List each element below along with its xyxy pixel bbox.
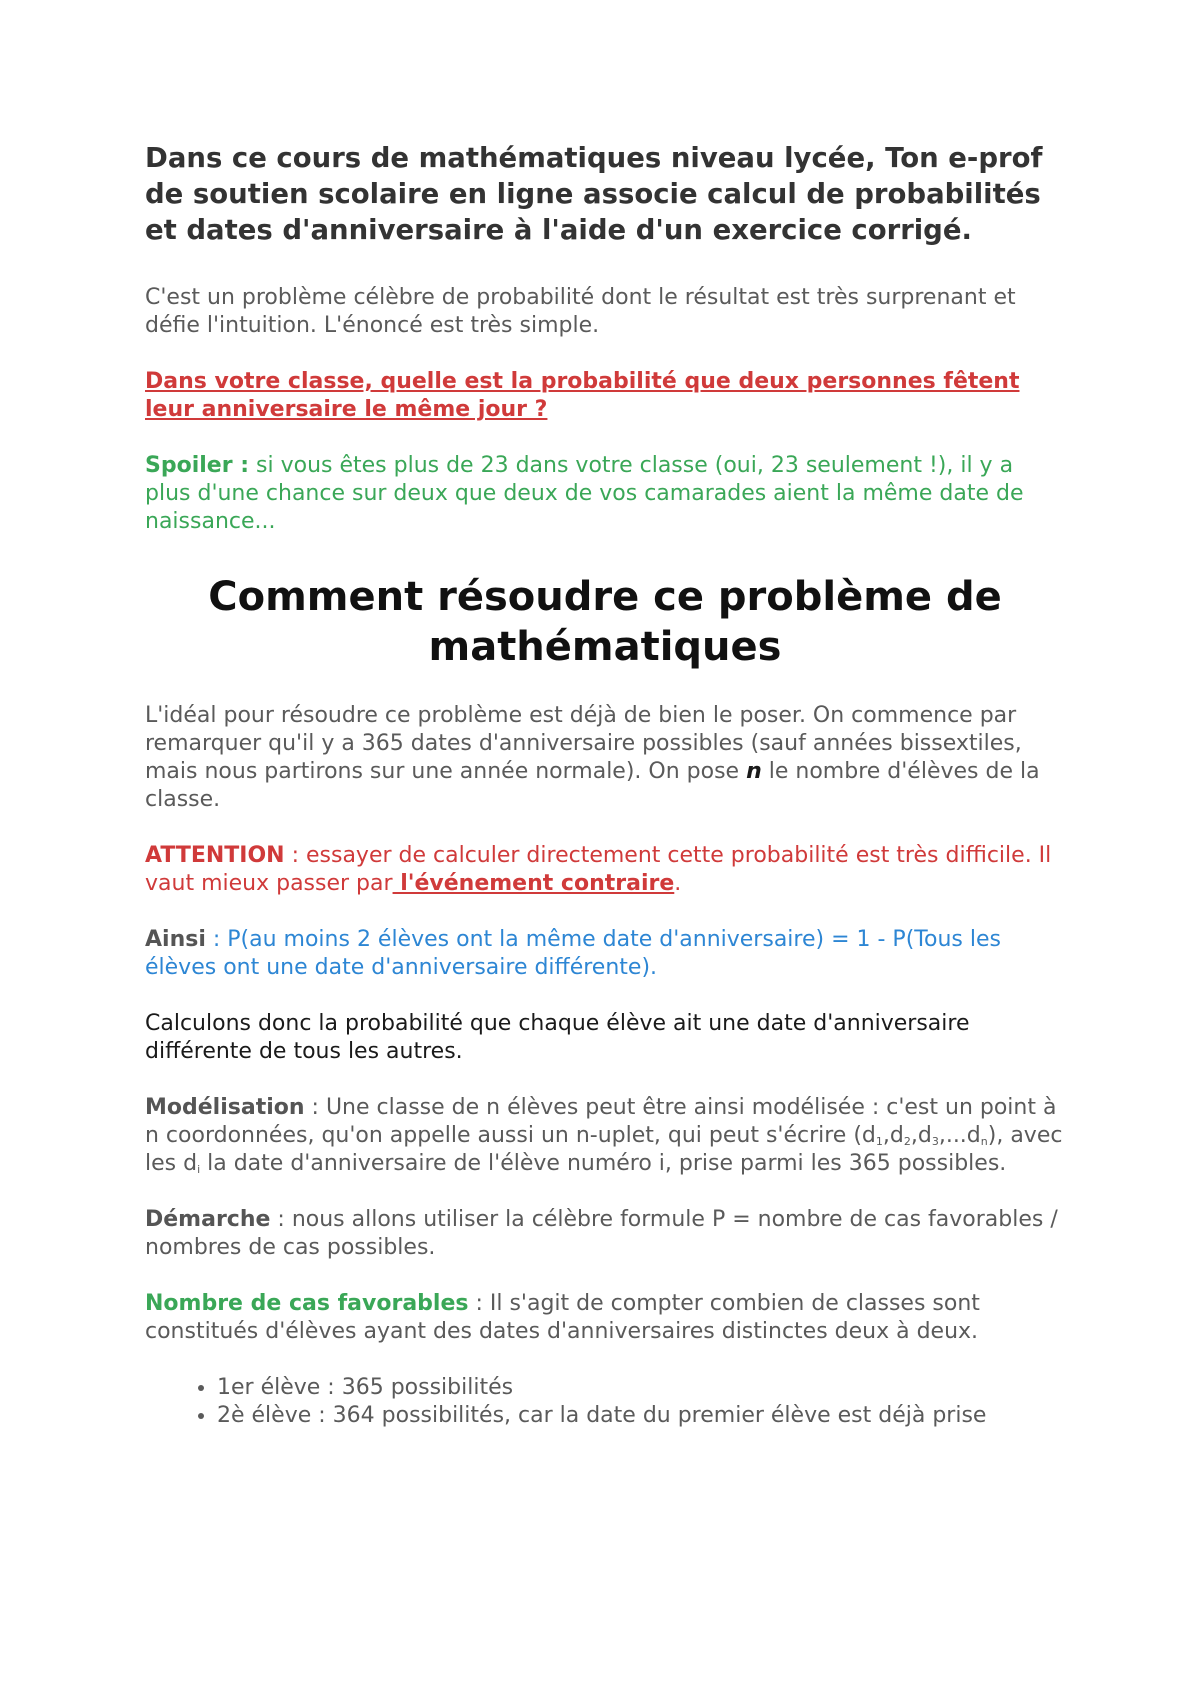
modelisation-text-3: la date d'anniversaire de l'élève numéro i, prise parmi les 365 possibles. xyxy=(200,1151,1007,1176)
modelisation-paragraph xyxy=(145,1094,1065,1178)
ainsi-paragraph xyxy=(145,926,1065,982)
subscript-i: i xyxy=(197,1163,201,1176)
section-heading: Comment résoudre ce problème de mathématiques xyxy=(208,574,1002,670)
modelisation-ellipsis: ,...d xyxy=(938,1123,981,1148)
spoiler-text: si vous êtes plus de 23 dans votre classe (oui, 23 seulement !), il y a plus d'une chance sur deux que deux de vos camarades aient la même date de naissance... xyxy=(145,453,1024,534)
list-item: • 1er élève : 365 possibilités xyxy=(217,1374,1065,1402)
possibilities-list xyxy=(145,1374,1065,1430)
modelisation-comma-2: ,d xyxy=(910,1123,932,1148)
setup-text-before: L'idéal pour résoudre ce problème est déjà de bien le poser. On commence par remarquer qu'il y a 365 dates d'anniversaire possibles (sauf années bissextiles, mais nous partirons sur une année normale). On pose xyxy=(145,703,1022,784)
subscript-3: 3 xyxy=(931,1135,939,1148)
spoiler-label: Spoiler : xyxy=(145,453,250,478)
demarche-text: : nous allons utiliser la célèbre formule P = nombre de cas favorables / nombres de cas possibles. xyxy=(145,1207,1058,1260)
setup-paragraph xyxy=(145,702,1065,814)
spoiler-paragraph xyxy=(145,452,1065,536)
modelisation-text: : Une classe de n élèves peut être ainsi modélisée : c'est un point à n coordonnées, qu'on appelle aussi un n-uplet, qui peut s'écrire (d xyxy=(145,1095,1057,1148)
subscript-1: 1 xyxy=(875,1135,883,1148)
favorables-paragraph xyxy=(145,1290,1065,1346)
attention-paragraph xyxy=(145,842,1065,898)
intro-paragraph: Dans ce cours de mathématiques niveau lycée, Ton e-prof de soutien scolaire en ligne associe calcul de probabilités et dates d'anniversaire à l'aide d'un exercice corrigé. xyxy=(145,142,1043,246)
question-paragraph xyxy=(145,368,1065,424)
attention-end: . xyxy=(674,871,682,896)
demarche-paragraph xyxy=(145,1206,1065,1262)
subscript-2: 2 xyxy=(903,1135,911,1148)
attention-label: ATTENTION xyxy=(145,843,285,868)
modelisation-label: Modélisation xyxy=(145,1095,305,1120)
setup-variable: n xyxy=(746,759,762,784)
contrary-event-link[interactable]: l'événement contraire xyxy=(392,871,675,896)
modelisation-text-2: ), avec les d xyxy=(145,1123,1063,1176)
attention-text: : essayer de calculer directement cette probabilité est très difficile. Il vaut mieux passer par xyxy=(145,843,1052,896)
ainsi-label: Ainsi xyxy=(145,927,206,952)
lead-paragraph: C'est un problème célèbre de probabilité dont le résultat est très surprenant et défie l'intuition. L'énoncé est très simple. xyxy=(145,285,1016,338)
setup-text-after: le nombre d'élèves de la classe. xyxy=(145,759,1040,812)
list-item: • 2è élève : 364 possibilités, car la date du premier élève est déjà prise xyxy=(217,1402,1065,1430)
modelisation-comma-1: ,d xyxy=(882,1123,904,1148)
question-text: Dans votre classe, quelle est la probabilité que deux personnes fêtent leur anniversaire le même jour ? xyxy=(145,369,1020,422)
subscript-n: n xyxy=(980,1135,988,1148)
ainsi-text: : P(au moins 2 élèves ont la même date d'anniversaire) = 1 - P(Tous les élèves ont une date d'anniversaire différente). xyxy=(145,927,1001,980)
demarche-label: Démarche xyxy=(145,1207,271,1232)
favorables-label: Nombre de cas favorables xyxy=(145,1291,469,1316)
favorables-text: : Il s'agit de compter combien de classes sont constitués d'élèves ayant des dates d'anniversaires distinctes deux à deux. xyxy=(145,1291,980,1344)
calc-paragraph: Calculons donc la probabilité que chaque élève ait une date d'anniversaire différente de tous les autres. xyxy=(145,1011,970,1064)
